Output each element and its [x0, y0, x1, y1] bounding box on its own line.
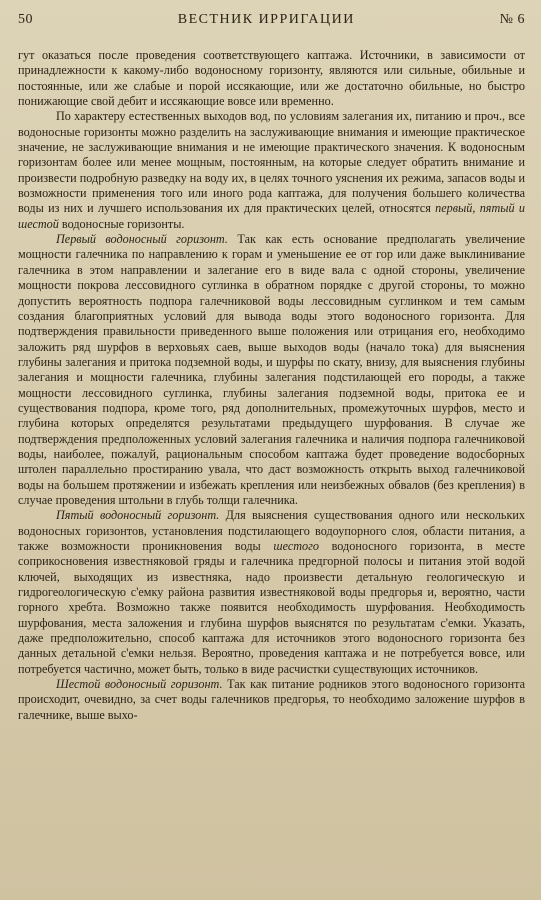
paragraph-2-text-b: водоносные горизонты.	[61, 216, 185, 231]
section-heading-fifth-horizon: Пятый водоносный горизонт.	[56, 508, 220, 523]
paragraph-4	[18, 508, 525, 677]
paragraph-5-text: Так как питание родников этого водоносного горизонта происходит, очевидно, за счет воды галечников предгорья, то необходимо заложение шурфов в галечнике, выше выхо-	[18, 677, 526, 722]
paragraph-4-text-a: Для выяснения существования одного или нескольких водоносных горизонтов, установления подстилающего водоупорного слоя, области питания, а также возможности проникновения воды	[18, 508, 526, 553]
paragraph-3	[18, 232, 525, 508]
section-heading-sixth-horizon: Шестой водоносный горизонт.	[56, 677, 223, 692]
paragraph-4-text-b: водоносного горизонта, в месте соприкосновения известняковой гряды и галечника предгорной полосы и питания этой водой ключей, выходящих из известняка, надо произвести детальную геологическую и гидрогеологическую с'емку района развития известняковой воды предгорья и, вероятно, части горного хребта. Возможно также появится необходимость шурфования. Необходимость шурфования, места заложения и глубина шурфов выяснятся по результатам с'емки. Указать, даже предположительно, способ каптажа для источников этого водоносного горизонта без данных детальной с'емки нельзя. Вероятно, проведения каптажа и не потребуется вовсе, или потребуется частично, может быть, только в виде расчистки существующих источников.	[18, 539, 525, 676]
running-header	[18, 12, 525, 34]
journal-title: ВЕСТНИК ИРРИГАЦИИ	[177, 12, 355, 27]
paragraph-2-text-a: По характеру естественных выходов вод, по условиям залегания их, питанию и проч., все водоносные горизонты можно разделить на заслуживающие внимания и имеющие практическое значение, не заслуживающие внимания и не имеющие практического значения. К водоносным горизонтам более или менее мощным, постоянным, на которые следует обратить внимание и произвести подробную разведку на воду их, в целях точного уяснения их режима, запасов воды и возможности применения того или иного рода каптажа, для получения большего количества воды из них и лучшего использования их для практических целей, относятся	[18, 109, 525, 216]
paragraph-3-text: Так как есть основание предполагать увеличение мощности галечника по направлению к горам и уменьшение ее от гор или даже выклинивание галечника в этом направлении и залегание его в виде вала с одной стороны, увеличение мощности покрова лессовидного суглинка в обратном порядке с другой стороны, то можно допустить вероятность подпора галечниковой воды лессовидным суглинком и тем самым создания благоприятных условий для вывода воды этого водоносного горизонта. Для подтверждения правильности приведенного выше положения или отрицания его, необходимо заложить ряд шурфов в верховьях саев, выше выходов воды (начало тока) для выяснения глубины залегания и притока подземной воды, и шурфы по скату, внизу, для выяснения глубины залегания и мощности галечника, глубины залегания подстилающей его породы, а также мощности лессовидного суглинка, глубины залегания подземной воды, притока ее и существования подпора, кроме того, ряд дополнительных, промежуточных шурфов, место и глубина которых определятся результатами предыдущего шурфования. В случае же подтверждения предположенных условий залегания галечника и наличия подпора галечниковой воды, наиболее, пожалуй, рациональным способом каптажа будет проведение водосборных штолен параллельно простиранию увала, что даст возможность открыть выход галечниковой воды на большем протяжении и избежать крепления или неизбежных обвалов (без крепления) в случае проведения штольни в глубь толщи галечника.	[18, 232, 526, 507]
paragraph-2-emphasis: первый, пятый и шестой	[18, 201, 526, 231]
paragraph-2	[18, 109, 525, 232]
page-number: 50	[18, 12, 33, 27]
paragraph-4-emphasis: шестого	[273, 539, 319, 553]
section-heading-first-horizon: Первый водоносный горизонт.	[56, 232, 228, 247]
paragraph-5	[18, 677, 525, 723]
article-body	[18, 48, 525, 723]
paragraph-1-text: гут оказаться после проведения соответствующего каптажа. Источники, в зависимости от принадлежности к какому-либо водоносному горизонту, являются или сильные, обильные и постоянные, или же слабые и порой иссякающие, или же достаточно обильные, но быстро понижающие свой дебит и иссякающие вовсе или временно.	[18, 48, 525, 109]
paragraph-1	[18, 48, 525, 109]
issue-number: № 6	[499, 12, 525, 27]
